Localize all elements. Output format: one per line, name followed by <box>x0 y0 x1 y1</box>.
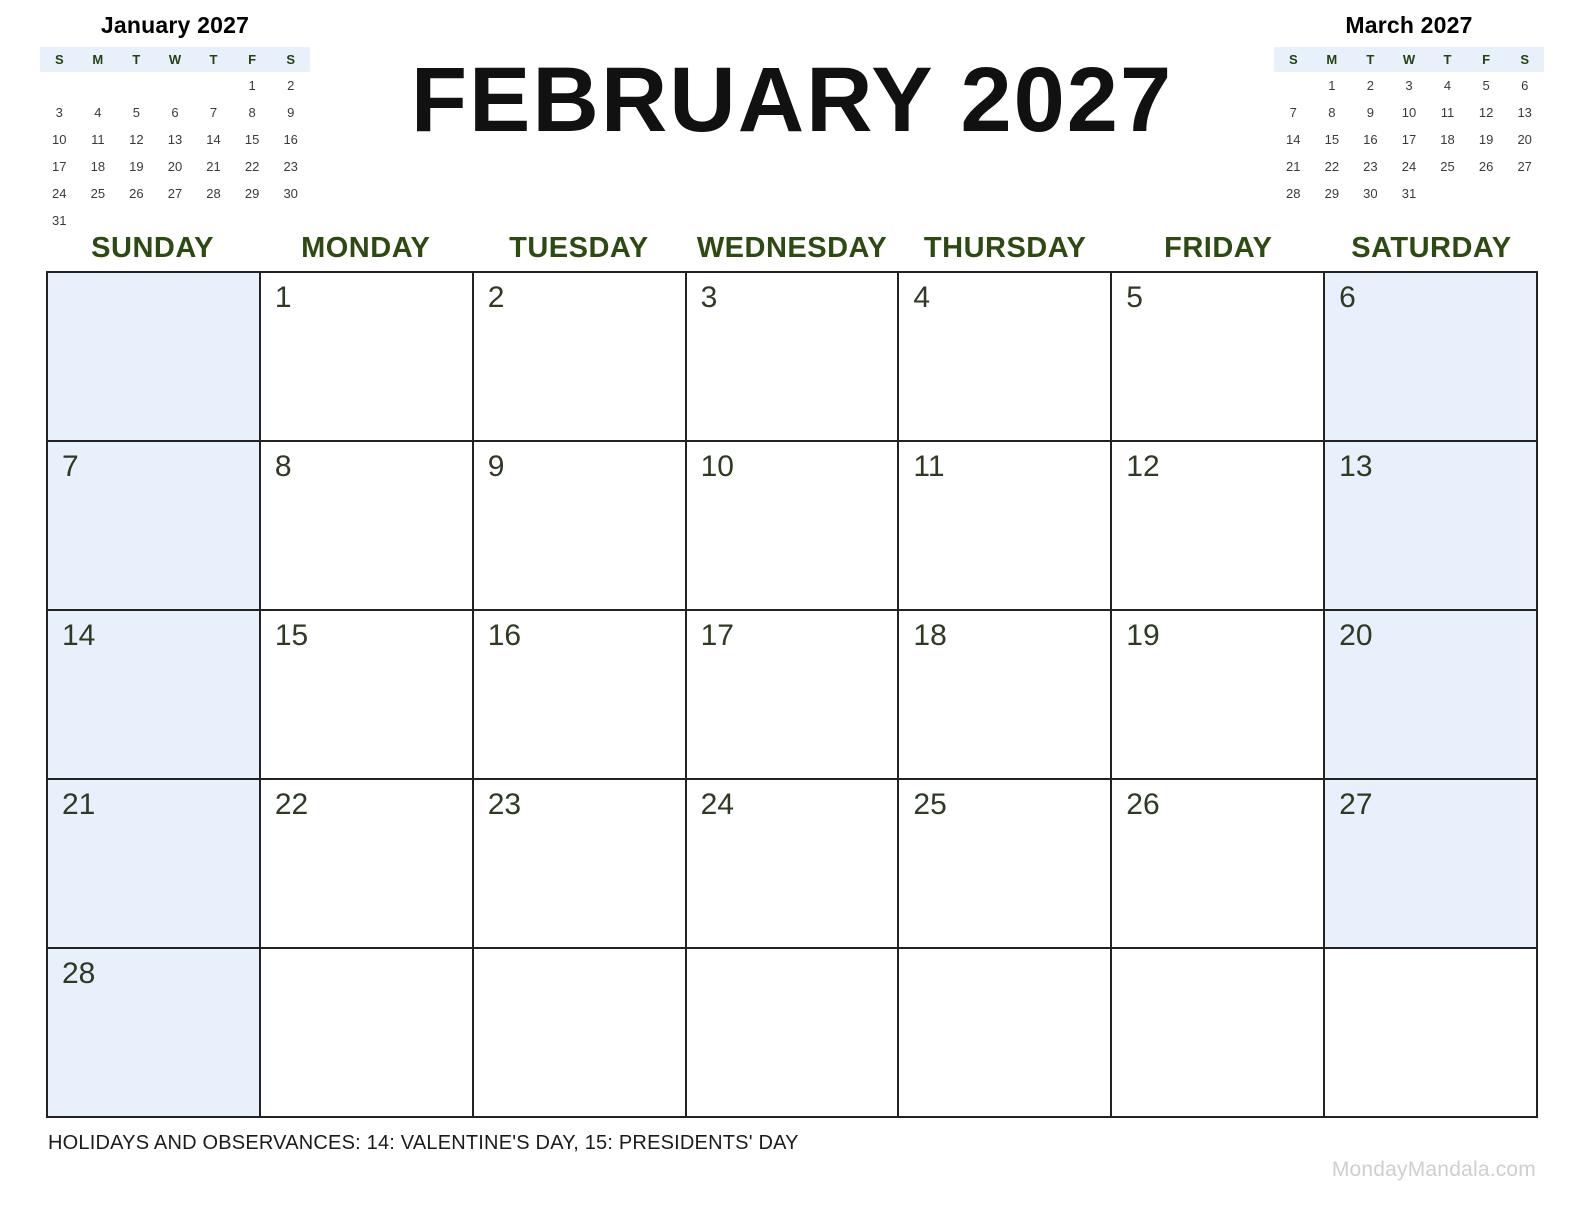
day-cell[interactable] <box>48 611 261 780</box>
weekday-label-tuesday: TUESDAY <box>509 232 649 264</box>
day-number: 1 <box>274 281 292 314</box>
mini-day-cell <box>156 207 195 234</box>
day-cell[interactable] <box>899 611 1112 780</box>
mini-week-row <box>1274 126 1544 153</box>
mini-day-cell: 18 <box>90 159 106 174</box>
mini-day-cell: 6 <box>1521 78 1529 93</box>
mini-day-cell: 6 <box>171 105 179 120</box>
day-cell[interactable] <box>687 442 900 611</box>
month-title-container <box>310 6 1274 151</box>
mini-day-cell: 20 <box>1517 132 1532 147</box>
brand-watermark: MondayMandala.com <box>1331 1158 1536 1181</box>
mini-day-cell: 7 <box>1289 105 1297 120</box>
mini-day-cell: 9 <box>287 105 295 120</box>
mini-day-cell: 15 <box>1324 132 1340 147</box>
mini-day-cell: 3 <box>1405 78 1413 93</box>
mini-day-cell: 7 <box>209 105 218 120</box>
mini-day-cell: 23 <box>1363 159 1378 174</box>
mini-weekday-initial: T <box>117 47 156 72</box>
day-cell[interactable] <box>1325 611 1538 780</box>
mini-day-cell: 9 <box>1366 105 1375 120</box>
mini-day-cell: 31 <box>1401 186 1417 201</box>
day-number: 5 <box>1126 281 1143 314</box>
calendar-grid <box>46 271 1538 1118</box>
mini-calendar-previous-month <box>40 6 310 234</box>
day-number: 17 <box>700 619 734 652</box>
day-cell[interactable] <box>687 780 900 949</box>
mini-weekday-initial: S <box>40 47 79 72</box>
calendar-header <box>0 0 1584 232</box>
day-cell[interactable] <box>261 949 474 1118</box>
day-cell[interactable] <box>474 780 687 949</box>
day-cell[interactable] <box>48 273 261 442</box>
day-cell[interactable] <box>1112 273 1325 442</box>
mini-day-cell <box>79 72 118 99</box>
mini-day-cell: 21 <box>206 159 221 174</box>
mini-week-row <box>40 126 310 153</box>
mini-week-row <box>40 180 310 207</box>
day-cell[interactable] <box>1325 949 1538 1118</box>
day-number: 23 <box>487 788 522 821</box>
day-cell[interactable] <box>1325 273 1538 442</box>
mini-day-cell: 22 <box>244 159 260 174</box>
day-number: 26 <box>1126 788 1160 821</box>
mini-day-cell: 26 <box>1478 159 1494 174</box>
mini-day-cell: 27 <box>167 186 183 201</box>
day-number: 11 <box>913 450 945 483</box>
weekday-label-friday: FRIDAY <box>1164 232 1273 264</box>
mini-day-cell: 25 <box>90 186 106 201</box>
day-number: 6 <box>1339 281 1356 314</box>
day-cell[interactable] <box>899 442 1112 611</box>
page-title: FEBRUARY 2027 <box>410 49 1174 151</box>
day-number: 12 <box>1126 450 1160 483</box>
mini-day-cell: 21 <box>1286 159 1301 174</box>
day-cell[interactable] <box>1112 780 1325 949</box>
mini-day-cell: 8 <box>248 105 256 120</box>
day-number: 3 <box>700 281 718 314</box>
mini-weekday-initial: F <box>1467 47 1506 72</box>
mini-calendar-next-month <box>1274 6 1544 207</box>
mini-day-cell: 20 <box>167 159 183 174</box>
mini-day-cell: 19 <box>1478 132 1494 147</box>
day-number: 27 <box>1339 788 1373 821</box>
mini-weekday-initial: F <box>233 47 272 72</box>
mini-day-cell: 10 <box>52 132 67 147</box>
mini-day-cell: 1 <box>248 78 256 93</box>
day-number: 4 <box>913 281 931 314</box>
day-cell[interactable] <box>48 780 261 949</box>
day-cell[interactable] <box>474 611 687 780</box>
mini-day-cell <box>194 207 233 234</box>
mini-day-cell: 28 <box>1286 186 1301 201</box>
weekday-label-wednesday: WEDNESDAY <box>696 232 888 264</box>
day-cell[interactable] <box>1325 780 1538 949</box>
mini-day-cell: 2 <box>1366 78 1375 93</box>
mini-weekday-initial: S <box>1274 47 1313 72</box>
mini-day-cell: 30 <box>283 186 298 201</box>
mini-day-cell: 12 <box>129 132 144 147</box>
mini-day-cell: 1 <box>1328 78 1336 93</box>
mini-day-cell: 17 <box>1401 132 1417 147</box>
mini-day-cell: 16 <box>283 132 298 147</box>
day-cell[interactable] <box>687 949 900 1118</box>
day-number: 16 <box>487 619 522 652</box>
mini-day-cell: 24 <box>52 186 67 201</box>
mini-weekday-initial: M <box>1313 47 1352 72</box>
calendar-grid-container <box>0 271 1584 1118</box>
mini-day-cell <box>1505 180 1544 207</box>
day-cell[interactable] <box>474 949 687 1118</box>
mini-day-cell: 4 <box>1443 78 1452 93</box>
day-number: 13 <box>1339 450 1373 483</box>
mini-week-row <box>1274 153 1544 180</box>
day-cell[interactable] <box>687 273 900 442</box>
calendar-footer <box>0 1118 1584 1182</box>
mini-calendar-previous-title: January 2027 <box>100 12 250 38</box>
mini-week-row <box>40 72 310 99</box>
day-number: 28 <box>62 957 96 990</box>
mini-day-cell: 3 <box>55 105 63 120</box>
day-number: 25 <box>913 788 947 821</box>
weekday-label-thursday: THURSDAY <box>923 232 1087 264</box>
mini-day-cell <box>40 72 79 99</box>
weekday-header-row <box>0 232 1584 265</box>
mini-weekday-initial: T <box>1351 47 1390 72</box>
mini-day-cell: 10 <box>1401 105 1417 120</box>
mini-day-cell <box>117 207 156 234</box>
day-number: 10 <box>700 450 734 483</box>
day-cell[interactable] <box>48 949 261 1118</box>
mini-day-cell: 8 <box>1328 105 1336 120</box>
mini-day-cell <box>1274 72 1313 99</box>
mini-day-cell: 30 <box>1363 186 1378 201</box>
mini-weekday-initial: T <box>1428 47 1467 72</box>
day-cell[interactable] <box>899 949 1112 1118</box>
day-cell[interactable] <box>261 442 474 611</box>
weekday-label-sunday: SUNDAY <box>91 232 214 264</box>
day-number: 2 <box>487 281 505 314</box>
day-cell[interactable] <box>474 273 687 442</box>
mini-week-row <box>40 207 310 234</box>
mini-day-cell: 11 <box>1440 105 1455 120</box>
day-cell[interactable] <box>1112 611 1325 780</box>
mini-weekday-initial: W <box>1390 47 1429 72</box>
day-cell[interactable] <box>474 442 687 611</box>
weekday-label-monday: MONDAY <box>301 232 431 264</box>
mini-day-cell: 14 <box>206 132 221 147</box>
mini-day-cell: 29 <box>1324 186 1340 201</box>
mini-day-cell <box>156 72 195 99</box>
day-cell[interactable] <box>899 780 1112 949</box>
mini-day-cell: 11 <box>91 132 105 147</box>
holidays-observances-text: HOLIDAYS AND OBSERVANCES: 14: VALENTINE'S DAY, 15: PRESIDENTS' DAY <box>48 1132 799 1154</box>
day-number: 15 <box>274 619 309 652</box>
mini-day-cell: 26 <box>129 186 144 201</box>
mini-day-cell: 29 <box>244 186 260 201</box>
mini-day-cell: 13 <box>167 132 183 147</box>
day-number: 8 <box>274 450 292 483</box>
mini-weekday-row <box>40 47 310 72</box>
mini-week-row <box>40 99 310 126</box>
day-cell[interactable] <box>261 273 474 442</box>
day-cell[interactable] <box>1325 442 1538 611</box>
day-number: 7 <box>62 450 79 483</box>
mini-day-cell: 25 <box>1440 159 1455 174</box>
mini-weekday-row <box>1274 47 1544 72</box>
mini-day-cell: 15 <box>244 132 260 147</box>
day-number: 21 <box>62 788 96 821</box>
day-number: 20 <box>1339 619 1373 652</box>
mini-day-cell <box>1428 180 1467 207</box>
mini-day-cell: 28 <box>206 186 221 201</box>
day-cell[interactable] <box>48 442 261 611</box>
mini-day-cell: 27 <box>1517 159 1532 174</box>
day-cell[interactable] <box>261 611 474 780</box>
mini-day-cell: 4 <box>94 105 102 120</box>
day-number: 24 <box>700 788 734 821</box>
mini-calendar-next-table <box>1274 47 1544 207</box>
day-cell[interactable] <box>1112 949 1325 1118</box>
mini-weekday-initial: W <box>156 47 195 72</box>
mini-day-cell: 5 <box>132 105 141 120</box>
mini-day-cell <box>117 72 156 99</box>
day-cell[interactable] <box>899 273 1112 442</box>
mini-week-row <box>1274 72 1544 99</box>
mini-weekday-initial: S <box>1505 47 1544 72</box>
day-number: 22 <box>274 788 309 821</box>
mini-day-cell: 31 <box>52 213 67 228</box>
day-cell[interactable] <box>687 611 900 780</box>
mini-day-cell: 2 <box>287 78 295 93</box>
mini-calendar-next-title: March 2027 <box>1345 12 1473 38</box>
mini-day-cell: 23 <box>283 159 298 174</box>
mini-day-cell: 19 <box>129 159 144 174</box>
day-number: 18 <box>913 619 947 652</box>
mini-day-cell <box>1467 180 1506 207</box>
day-cell[interactable] <box>1112 442 1325 611</box>
mini-day-cell: 5 <box>1482 78 1490 93</box>
mini-day-cell: 13 <box>1517 105 1532 120</box>
day-number: 19 <box>1126 619 1160 652</box>
mini-day-cell: 12 <box>1478 105 1494 120</box>
mini-week-row <box>1274 99 1544 126</box>
mini-weekday-initial: S <box>271 47 310 72</box>
mini-day-cell: 16 <box>1363 132 1378 147</box>
mini-day-cell: 18 <box>1440 132 1455 147</box>
weekday-label-saturday: SATURDAY <box>1351 232 1512 264</box>
mini-calendar-previous-table <box>40 47 310 234</box>
mini-day-cell <box>194 72 233 99</box>
day-number: 9 <box>487 450 505 483</box>
mini-day-cell: 17 <box>52 159 67 174</box>
mini-week-row <box>1274 180 1544 207</box>
mini-day-cell: 14 <box>1286 132 1301 147</box>
mini-weekday-initial: T <box>194 47 233 72</box>
mini-weekday-initial: M <box>79 47 118 72</box>
mini-day-cell: 24 <box>1401 159 1417 174</box>
day-number: 14 <box>62 619 96 652</box>
mini-day-cell <box>271 207 310 234</box>
mini-day-cell <box>79 207 118 234</box>
mini-day-cell <box>233 207 272 234</box>
day-cell[interactable] <box>261 780 474 949</box>
mini-week-row <box>40 153 310 180</box>
mini-day-cell: 22 <box>1324 159 1340 174</box>
